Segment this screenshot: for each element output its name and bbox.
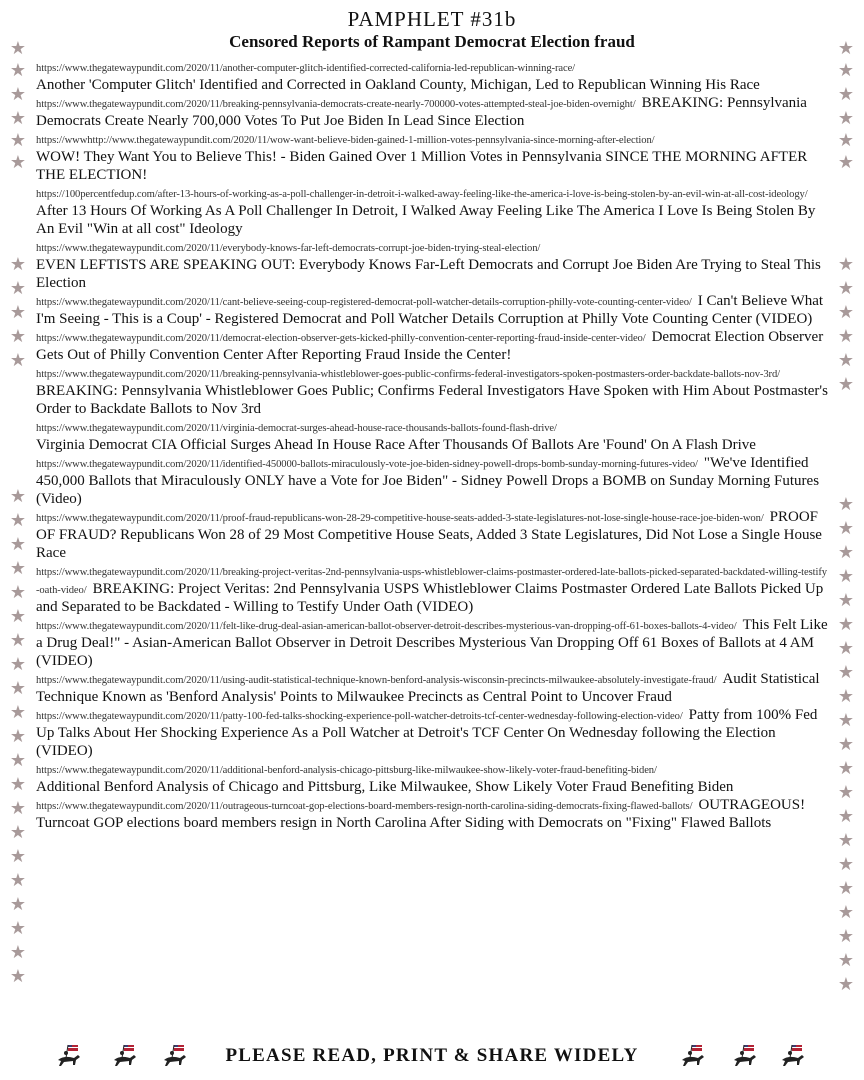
star-icon: ★	[9, 534, 27, 555]
star-icon: ★	[9, 558, 27, 579]
article-entry	[36, 760, 830, 796]
star-icon: ★	[9, 966, 27, 987]
star-icon: ★	[837, 590, 855, 611]
star-icon: ★	[837, 782, 855, 803]
article-headline: Democrat Election Observer Gets Out of Philly Convention Center After Reporting Fraud Inside the Center!	[36, 329, 824, 363]
star-icon: ★	[9, 38, 27, 59]
star-icon: ★	[9, 942, 27, 963]
article-entry	[36, 454, 830, 508]
article-entry	[36, 706, 830, 760]
star-icon: ★	[9, 750, 27, 771]
article-entry	[36, 364, 830, 418]
star-icon: ★	[837, 686, 855, 707]
star-icon: ★	[837, 302, 855, 323]
article-url[interactable]: https://www.thegatewaypundit.com/2020/11/everybody-knows-far-left-democrats-corrupt-joe-biden-trying-steal-election/	[36, 243, 541, 254]
star-icon: ★	[9, 582, 27, 603]
article-url[interactable]: https://www.thegatewaypundit.com/2020/11/felt-like-drug-deal-asian-american-ballot-observer-detroit-describes-mysterious-van-dropping-off-61-boxes-ballots-4-video/	[36, 621, 737, 632]
article-headline: OUTRAGEOUS! Turncoat GOP elections board members resign in North Carolina After Siding with Democrats on "Fixing" Flawed Ballots	[36, 797, 806, 831]
star-icon: ★	[837, 130, 855, 151]
star-icon: ★	[9, 152, 27, 173]
star-icon: ★	[9, 870, 27, 891]
star-icon: ★	[9, 654, 27, 675]
horse-rider-flag-icon	[678, 1044, 708, 1070]
star-icon: ★	[837, 974, 855, 995]
article-url[interactable]: https://www.thegatewaypundit.com/2020/11/democrat-election-observer-gets-kicked-philly-convention-center-reporting-fraud-inside-center-video/	[36, 333, 646, 344]
star-icon: ★	[837, 614, 855, 635]
star-icon: ★	[837, 542, 855, 563]
article-entry	[36, 184, 830, 238]
star-icon: ★	[837, 60, 855, 81]
star-icon: ★	[837, 152, 855, 173]
article-headline: Patty from 100% Fed Up Talks About Her Shocking Experience As a Poll Watcher at Detroit's TCF Center On Wednesday following the Election (VIDEO)	[36, 707, 818, 759]
star-icon: ★	[9, 774, 27, 795]
horse-rider-flag-icon	[778, 1044, 808, 1070]
article-headline: BREAKING: Project Veritas: 2nd Pennsylvania USPS Whistleblower Claims Postmaster Ordered Late Ballots Picked Up and Separated to be Backdated - Willing to Testify Under Oath (VIDEO)	[36, 581, 824, 615]
article-list	[36, 58, 830, 832]
article-url[interactable]: https://100percentfedup.com/after-13-hours-of-working-as-a-poll-challenger-in-detroit-i-walked-away-feeling-like-the-america-i-love-is-being-stolen-by-an-evil-win-at-all-cost-ideology/	[36, 189, 808, 200]
star-icon: ★	[837, 38, 855, 59]
star-icon: ★	[9, 326, 27, 347]
star-icon: ★	[9, 702, 27, 723]
star-icon: ★	[837, 758, 855, 779]
article-headline: BREAKING: Pennsylvania Democrats Create Nearly 700,000 Votes To Put Joe Biden In Lead Since Election	[36, 95, 807, 129]
article-url[interactable]: https://www.thegatewaypundit.com/2020/11/breaking-pennsylvania-democrats-create-nearly-700000-votes-attempted-steal-joe-biden-overnight/	[36, 99, 636, 110]
star-icon: ★	[9, 302, 27, 323]
left-star-border	[4, 36, 32, 1046]
article-url[interactable]: https://www.thegatewaypundit.com/2020/11/breaking-project-veritas-2nd-pennsylvania-usps-whistleblower-claims-postmaster-ordered-late-ballots-picked-separated-backdated-willing-testify-oath-video/	[36, 567, 827, 596]
article-entry	[36, 94, 830, 130]
star-icon: ★	[9, 278, 27, 299]
article-url[interactable]: https://www.thegatewaypundit.com/2020/11/outrageous-turncoat-gop-elections-board-members-resign-north-carolina-siding-democrats-fixing-flawed-ballots/	[36, 801, 693, 812]
star-icon: ★	[837, 662, 855, 683]
article-url[interactable]: https://www.thegatewaypundit.com/2020/11/virginia-democrat-surges-ahead-house-race-thousands-ballots-found-flash-drive/	[36, 423, 557, 434]
star-icon: ★	[9, 798, 27, 819]
star-icon: ★	[837, 350, 855, 371]
pamphlet-subtitle: Censored Reports of Rampant Democrat Election fraud	[229, 32, 635, 51]
article-url[interactable]: https://www.thegatewaypundit.com/2020/11/another-computer-glitch-identified-corrected-california-led-republican-winning-race/	[36, 63, 576, 74]
article-entry	[36, 562, 830, 616]
right-star-border	[832, 36, 860, 1046]
article-headline: After 13 Hours Of Working As A Poll Challenger In Detroit, I Walked Away Feeling Like The America I Love Is Being Stolen By An Evil "Win at all cost" Ideology	[36, 203, 816, 237]
star-icon: ★	[837, 494, 855, 515]
star-icon: ★	[9, 606, 27, 627]
star-icon: ★	[837, 254, 855, 275]
pamphlet-number: PAMPHLET #31b	[347, 7, 517, 31]
article-url[interactable]: https://www.thegatewaypundit.com/2020/11/identified-450000-ballots-miraculously-vote-joe-biden-sidney-powell-drops-bomb-sunday-morning-futures-video/	[36, 459, 698, 470]
star-icon: ★	[837, 326, 855, 347]
star-icon: ★	[837, 278, 855, 299]
star-icon: ★	[837, 374, 855, 395]
article-url[interactable]: https://www.thegatewaypundit.com/2020/11/using-audit-statistical-technique-known-benford-analysis-wisconsin-precincts-milwaukee-absolutely-investigate-fraud/	[36, 675, 717, 686]
article-url[interactable]: https://www.thegatewaypundit.com/2020/11/cant-believe-seeing-coup-registered-democrat-poll-watcher-details-corruption-philly-vote-counting-center-video/	[36, 297, 692, 308]
article-entry	[36, 130, 830, 184]
article-url[interactable]: https://www.thegatewaypundit.com/2020/11/additional-benford-analysis-chicago-pittsburg-like-milwaukee-show-likely-voter-fraud-benefiting-biden/	[36, 765, 657, 776]
article-headline: I Can't Believe What I'm Seeing - This is a Coup' - Registered Democrat and Poll Watcher Details Corruption at Philly Vote Counting Center (VIDEO)	[36, 293, 824, 327]
star-icon: ★	[837, 566, 855, 587]
page-header	[0, 6, 864, 52]
star-icon: ★	[837, 830, 855, 851]
article-headline: Additional Benford Analysis of Chicago and Pittsburg, Like Milwaukee, Show Likely Voter Fraud Benefiting Biden	[36, 779, 734, 795]
article-entry	[36, 292, 830, 328]
star-icon: ★	[837, 518, 855, 539]
article-headline: PROOF OF FRAUD? Republicans Won 28 of 29 Most Competitive House Seats, Added 3 State Legislatures, Did Not Lose a Single House Race	[36, 509, 822, 561]
star-icon: ★	[9, 108, 27, 129]
star-icon: ★	[837, 638, 855, 659]
star-icon: ★	[9, 486, 27, 507]
article-headline: This Felt Like a Drug Deal!" - Asian-American Ballot Observer in Detroit Describes Mysterious Van Dropping Off 61 Boxes of Ballots at 4 AM (VIDEO)	[36, 617, 828, 669]
article-entry	[36, 796, 830, 832]
article-headline: Another 'Computer Glitch' Identified and Corrected in Oakland County, Michigan, Led to Republican Winning His Race	[36, 77, 760, 93]
article-url[interactable]: https://www.thegatewaypundit.com/2020/11/patty-100-fed-talks-shocking-experience-poll-watcher-detroits-tcf-center-wednesday-following-election-video/	[36, 711, 683, 722]
star-icon: ★	[9, 918, 27, 939]
star-icon: ★	[9, 510, 27, 531]
star-icon: ★	[9, 254, 27, 275]
footer-call-to-action: PLEASE READ, PRINT & SHARE WIDELY	[225, 1045, 639, 1066]
article-url[interactable]: https://www.thegatewaypundit.com/2020/11/proof-fraud-republicans-won-28-29-competitive-house-seats-added-3-state-legislatures-not-lose-single-house-race-joe-biden-won/	[36, 513, 764, 524]
star-icon: ★	[837, 950, 855, 971]
article-headline: WOW! They Want You to Believe This! - Biden Gained Over 1 Million Votes in Pennsylvania SINCE THE MORNING AFTER THE ELECTION!	[36, 149, 808, 183]
article-headline: Virginia Democrat CIA Official Surges Ahead In House Race After Thousands Of Ballots Are 'Found' On A Flash Drive	[36, 437, 756, 453]
horse-rider-flag-icon	[730, 1044, 760, 1070]
article-url[interactable]: https://www.thegatewaypundit.com/2020/11/breaking-pennsylvania-whistleblower-goes-public-confirms-federal-investigators-spoken-postmasters-order-backdate-ballots-nov-3rd/	[36, 369, 781, 380]
article-entry	[36, 58, 830, 94]
star-icon: ★	[9, 630, 27, 651]
star-icon: ★	[9, 84, 27, 105]
star-icon: ★	[9, 822, 27, 843]
star-icon: ★	[837, 734, 855, 755]
star-icon: ★	[9, 130, 27, 151]
article-entry	[36, 670, 830, 706]
star-icon: ★	[9, 894, 27, 915]
star-icon: ★	[837, 854, 855, 875]
article-headline: "We've Identified 450,000 Ballots that Miraculously ONLY have a Vote for Joe Biden" - Sidney Powell Drops a BOMB on Sunday Morning Futures (Video)	[36, 455, 820, 507]
star-icon: ★	[837, 902, 855, 923]
star-icon: ★	[9, 60, 27, 81]
article-headline: Audit Statistical Technique Known as 'Benford Analysis' Points to Milwaukee Precincts as Central Point to Uncover Fraud	[36, 671, 820, 705]
article-entry	[36, 328, 830, 364]
star-icon: ★	[9, 726, 27, 747]
star-icon: ★	[837, 108, 855, 129]
article-entry	[36, 616, 830, 670]
article-headline: EVEN LEFTISTS ARE SPEAKING OUT: Everybody Knows Far-Left Democrats and Corrupt Joe Biden Are Trying to Steal This Election	[36, 257, 821, 291]
star-icon: ★	[837, 926, 855, 947]
star-icon: ★	[837, 84, 855, 105]
star-icon: ★	[9, 678, 27, 699]
article-headline: BREAKING: Pennsylvania Whistleblower Goes Public; Confirms Federal Investigators Have Spoken with Him About Postmaster's Order to Backdate Ballots to Nov 3rd	[36, 383, 828, 417]
article-entry	[36, 508, 830, 562]
article-entry	[36, 418, 830, 454]
star-icon: ★	[837, 878, 855, 899]
star-icon: ★	[837, 710, 855, 731]
article-entry	[36, 238, 830, 292]
star-icon: ★	[837, 806, 855, 827]
footer	[0, 1040, 864, 1074]
article-url[interactable]: https://wwwhttp://www.thegatewaypundit.com/2020/11/wow-want-believe-biden-gained-1-million-votes-pennsylvania-since-morning-after-election/	[36, 135, 655, 146]
star-icon: ★	[9, 846, 27, 867]
star-icon: ★	[9, 350, 27, 371]
